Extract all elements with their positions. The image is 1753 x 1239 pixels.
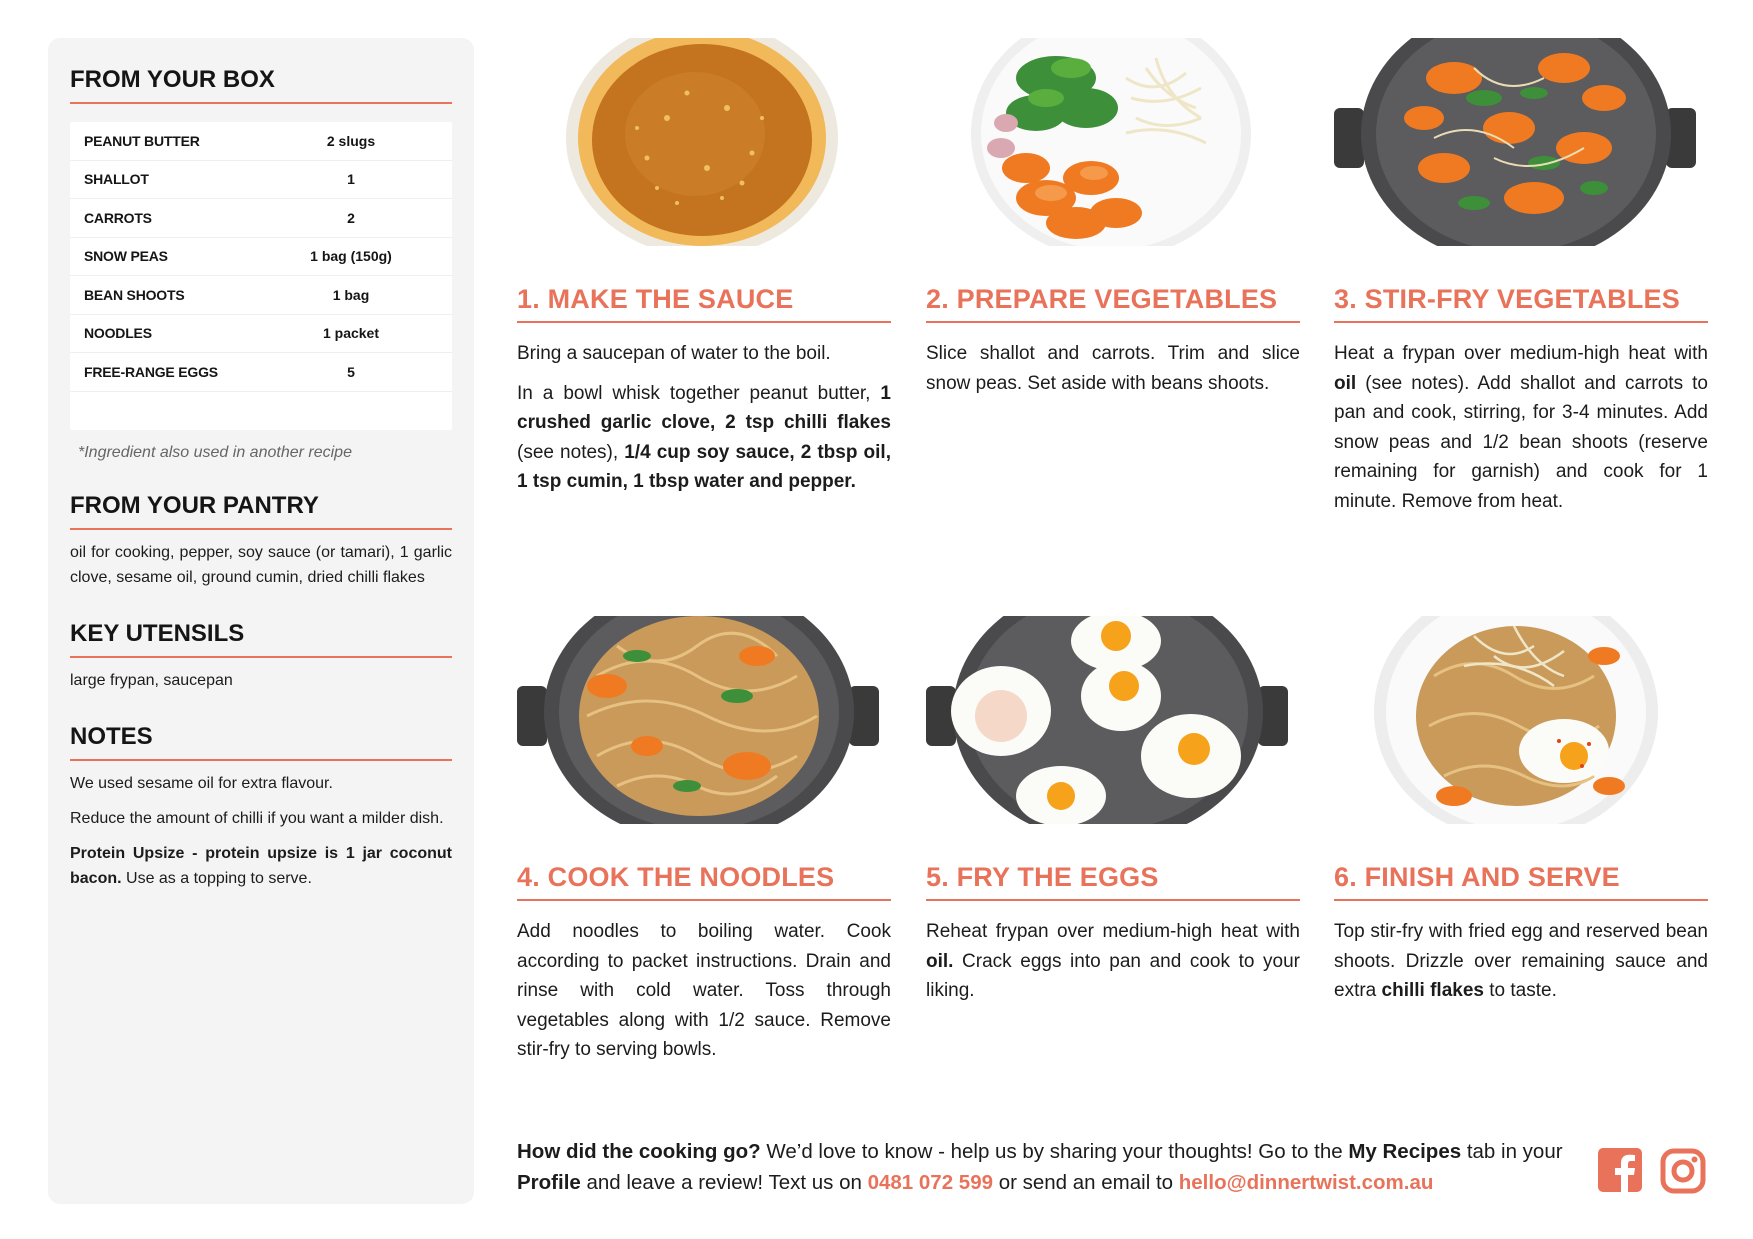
step-3-p1 (1334, 339, 1708, 516)
served-bowl-photo (1334, 616, 1708, 824)
table-row (70, 199, 452, 238)
email-link[interactable]: hello@dinnertwist.com.au (1178, 1171, 1434, 1194)
step-6-title: 6. FINISH AND SERVE (1334, 862, 1708, 901)
feedback-footer (517, 1136, 1567, 1198)
table-row (70, 276, 452, 315)
ingredient-qty: 1 bag (150g) (310, 248, 392, 265)
step-1-p2-c: (see notes), (517, 441, 625, 463)
noodles-pan-photo (517, 616, 891, 824)
step-2 (926, 38, 1300, 398)
step-1-p2-d: 1/4 cup soy sauce, 2 tbsp oil, 1 tsp cumin, 1 tbsp water and pepper. (517, 441, 891, 492)
note-3-bold: Protein Upsize - protein upsize is 1 jar coconut bacon. (70, 844, 452, 887)
table-row-empty (70, 392, 452, 430)
ingredient-name: SHALLOT (84, 171, 149, 188)
step-3-p1-b: oil (1334, 372, 1357, 394)
step-3-p1-a: Heat a frypan over medium-high heat with (1334, 343, 1708, 364)
notes-heading: NOTES (70, 723, 452, 761)
step-5-p1-b: oil. (926, 950, 954, 972)
step-1-title: 1. MAKE THE SAUCE (517, 284, 891, 323)
footer-text-2: tab in your (1461, 1140, 1563, 1163)
ingredient-qty: 5 (347, 363, 355, 380)
step-5-p1-a: Reheat frypan over medium-high heat with (926, 921, 1300, 942)
phone-link[interactable]: 0481 072 599 (867, 1171, 993, 1194)
step-4-title: 4. COOK THE NOODLES (517, 862, 891, 901)
pantry-text: oil for cooking, pepper, soy sauce (or tamari), 1 garlic clove, sesame oil, ground cumin, dried chilli flakes (70, 543, 452, 586)
table-row (70, 161, 452, 200)
step-4-body (517, 917, 891, 1065)
step-3-p1-c: (see notes). Add shallot and carrots to pan and cook, stirring, for 3-4 minutes. Add snow peas and 1/2 bean shoots (reserve remaining for garnish) and cook for 1 minute. Remove from heat. (1334, 372, 1708, 512)
sauce-bowl-photo (517, 38, 891, 246)
step-1-p2 (517, 379, 891, 497)
note-2: Reduce the amount of chilli if you want a milder dish. (70, 809, 444, 827)
ingredient-qty: 1 (347, 171, 355, 188)
notes-section (70, 723, 452, 891)
step-6-p1-c: to taste. (1483, 980, 1557, 1001)
ingredient-name: FREE-RANGE EGGS (84, 363, 218, 380)
step-6-p1 (1334, 917, 1708, 1006)
step-4 (517, 616, 891, 1065)
profile-label: Profile (517, 1171, 581, 1194)
ingredients-table (70, 122, 452, 430)
footer-text-1: We’d love to know - help us by sharing your thoughts! Go to the (760, 1140, 1349, 1163)
step-5-p1 (926, 917, 1300, 1006)
key-utensils-heading: KEY UTENSILS (70, 620, 452, 658)
footer-text-3: and leave a review! Text us on (580, 1171, 868, 1194)
step-5-p1-c: Crack eggs into pan and cook to your liking. (926, 950, 1300, 1001)
step-3-title: 3. STIR-FRY VEGETABLES (1334, 284, 1708, 323)
ingredient-name: CARROTS (84, 209, 152, 226)
step-1-p2-a: In a bowl whisk together peanut butter, (517, 382, 881, 404)
step-6 (1334, 616, 1708, 1006)
vegetables-plate-photo (926, 38, 1300, 246)
table-row (70, 353, 452, 392)
fried-eggs-photo (926, 616, 1300, 824)
step-2-p1: Slice shallot and carrots. Trim and slice snow peas. Set aside with beans shoots. (926, 343, 1300, 394)
step-4-p1: Add noodles to boiling water. Cook according to packet instructions. Drain and rinse with cold water. Toss through vegetables along with 1/2 sauce. Remove stir-fry to serving bowls. (517, 921, 891, 1060)
step-6-p1-a: Top stir-fry with fried egg and reserved bean shoots. Drizzle over remaining sauce and extra (1334, 921, 1708, 1001)
step-5-body (926, 917, 1300, 1006)
step-2-title: 2. PREPARE VEGETABLES (926, 284, 1300, 323)
ingredient-name: SNOW PEAS (84, 248, 168, 265)
ingredient-qty: 1 packet (322, 325, 380, 342)
table-row (70, 315, 452, 354)
step-1-p2-b: 1 crushed garlic clove, 2 tsp chilli flakes (517, 382, 891, 433)
ingredient-name: BEAN SHOOTS (84, 286, 185, 303)
facebook-icon[interactable] (1598, 1148, 1642, 1197)
note-1: We used sesame oil for extra flavour. (70, 774, 333, 792)
utensils-section (70, 620, 452, 693)
step-2-body (926, 339, 1300, 398)
step-5 (926, 616, 1300, 1006)
ingredient-qty: 2 (347, 209, 355, 226)
instagram-icon[interactable] (1660, 1148, 1706, 1199)
step-3 (1334, 38, 1708, 516)
ingredient-qty: 2 slugs (326, 132, 376, 149)
ingredient-qty: 1 bag (332, 286, 370, 303)
step-1-body (517, 339, 891, 497)
pantry-section (70, 492, 452, 590)
ingredient-name: NOODLES (84, 325, 152, 342)
step-6-body (1334, 917, 1708, 1006)
step-1-p1: Bring a saucepan of water to the boil. (517, 343, 831, 364)
step-6-p1-b: chilli flakes (1381, 980, 1484, 1001)
ingredient-footnote: *Ingredient also used in another recipe (78, 443, 352, 461)
footer-text-4: or send an email to (993, 1171, 1179, 1194)
step-3-body (1334, 339, 1708, 516)
step-5-title: 5. FRY THE EGGS (926, 862, 1300, 901)
step-1 (517, 38, 891, 497)
ingredients-sidebar (48, 38, 474, 1204)
stir-fry-vegetables-photo (1334, 38, 1708, 246)
utensils-text: large frypan, saucepan (70, 671, 233, 689)
note-3 (70, 841, 452, 891)
feedback-question: How did the cooking go? (517, 1140, 761, 1163)
my-recipes-label: My Recipes (1348, 1140, 1462, 1163)
note-3-rest: Use as a topping to serve. (121, 869, 312, 887)
table-row (70, 238, 452, 277)
from-your-pantry-heading: FROM YOUR PANTRY (70, 492, 452, 530)
table-row (70, 122, 452, 161)
from-your-box-heading: FROM YOUR BOX (70, 66, 452, 104)
ingredient-name: PEANUT BUTTER (84, 132, 200, 149)
